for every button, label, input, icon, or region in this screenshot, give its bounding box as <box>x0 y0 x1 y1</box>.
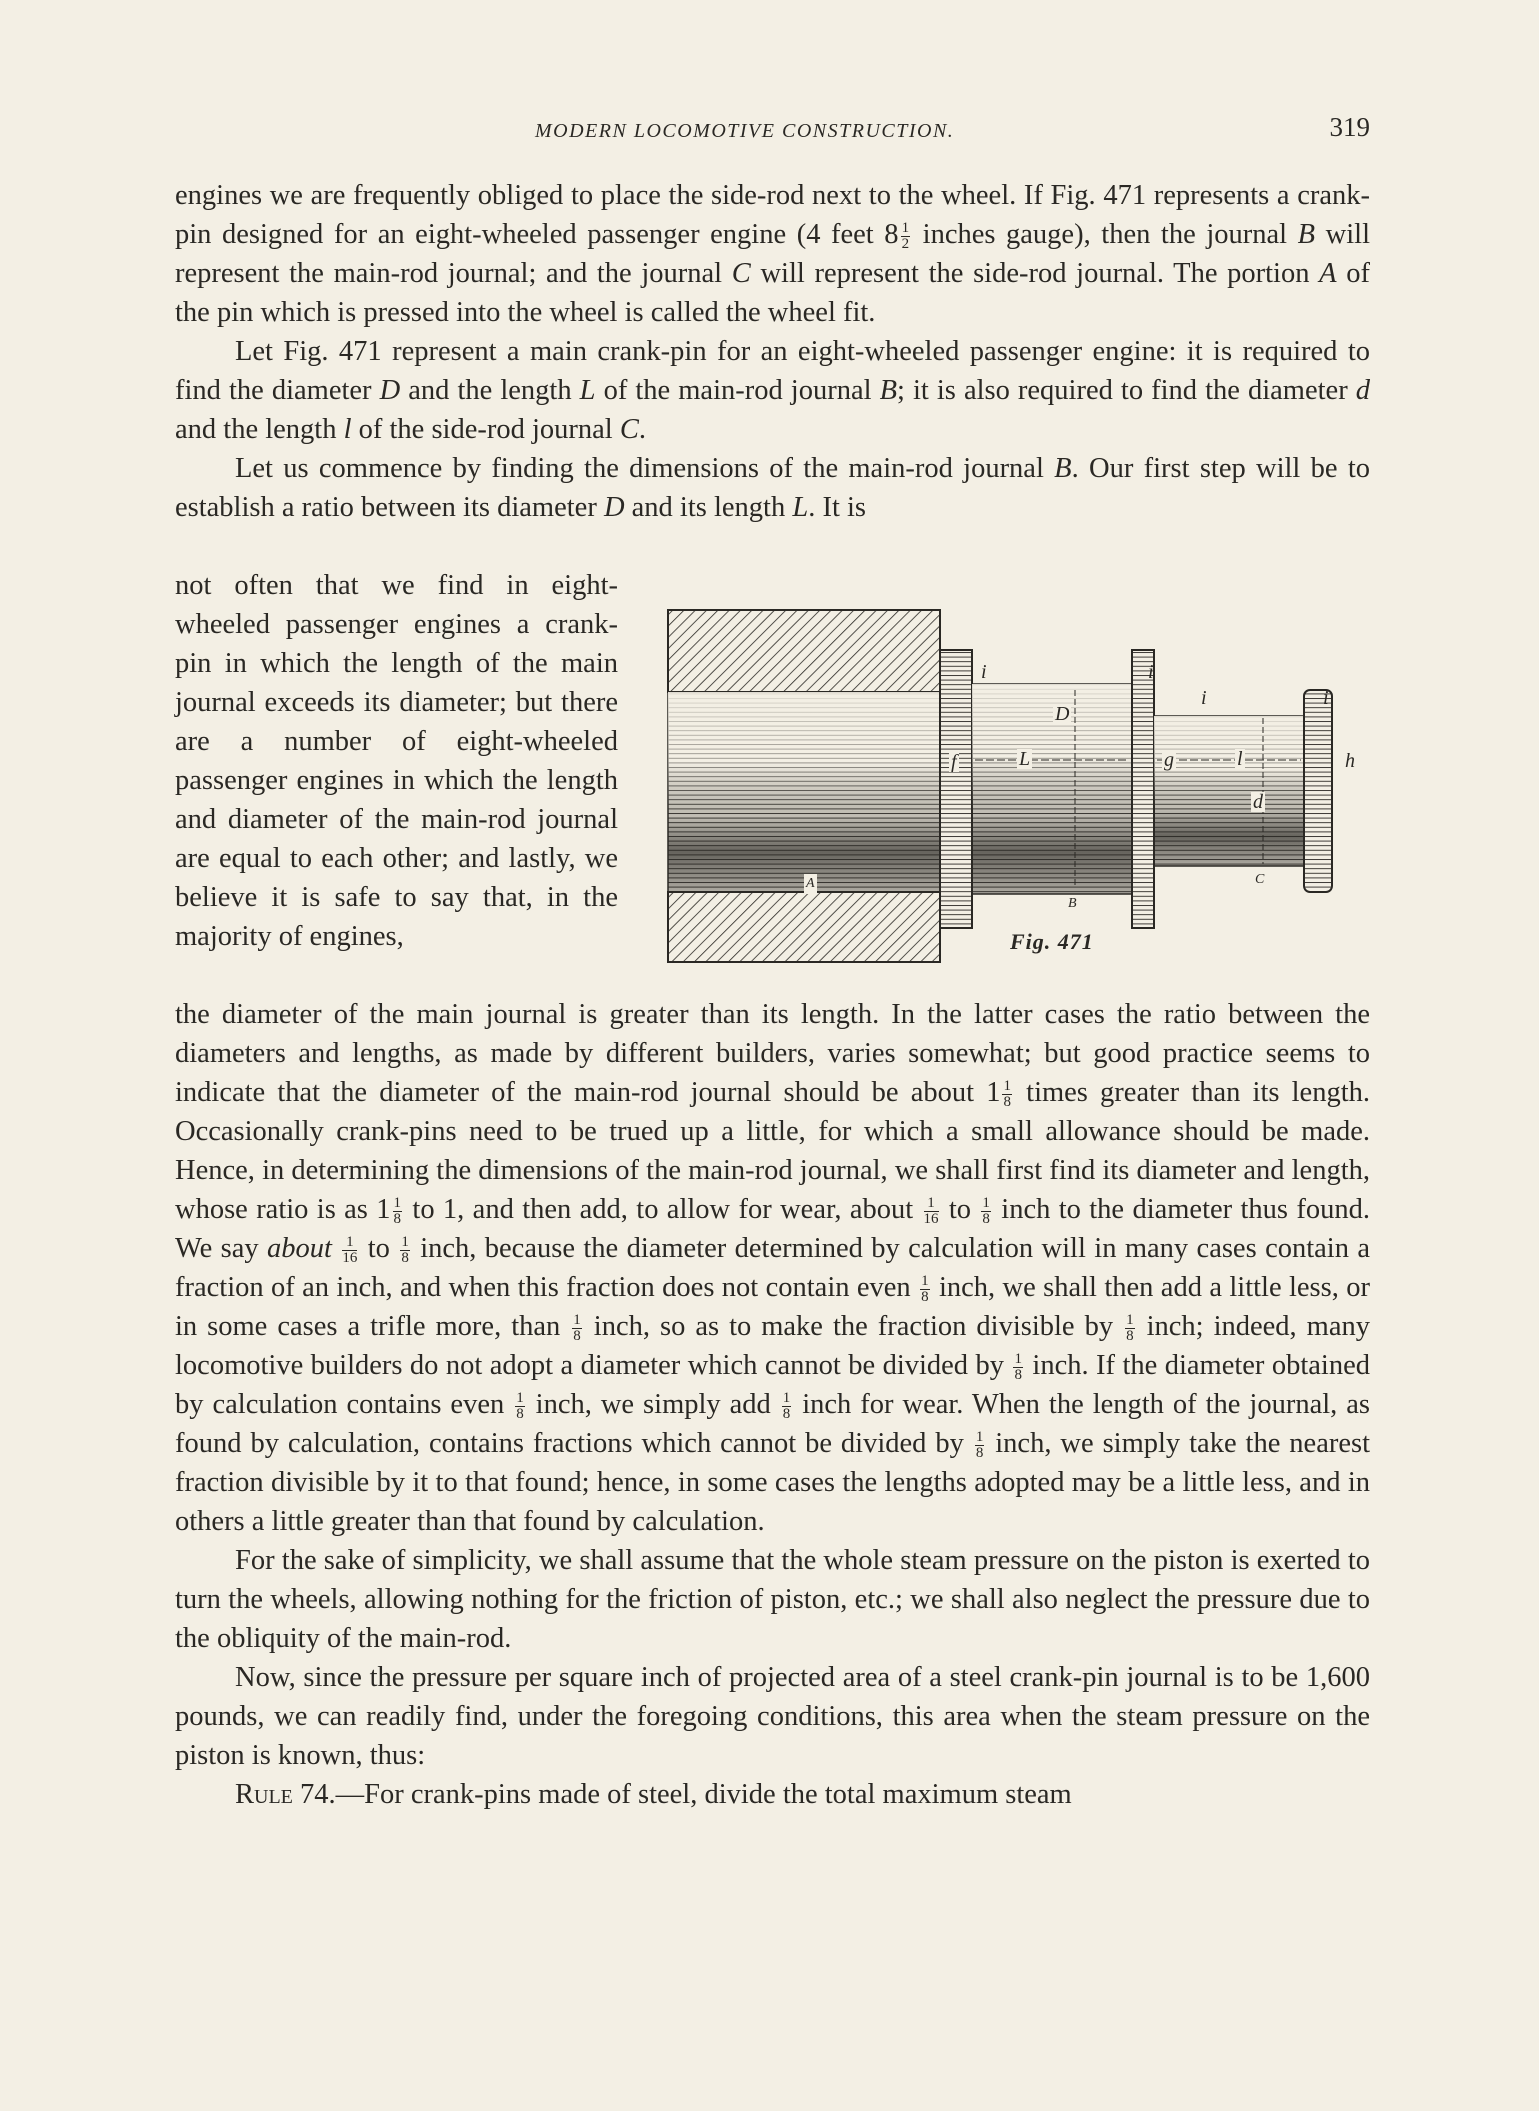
fraction: $\frac{1}{8}$ <box>516 1389 524 1422</box>
paragraph-3-start: Let us commence by finding the dimensions of the main-rod journal B. Our first step will be to establish a ratio between its diameter D and its length L. It is <box>175 453 1370 523</box>
fraction: $\frac{1}{16}$ <box>342 1233 358 1266</box>
label-g: g <box>1164 749 1174 771</box>
fraction: $\frac{1}{8}$ <box>1014 1350 1022 1383</box>
end-collar-h <box>1304 687 1332 892</box>
paragraph-3-narrow: not often that we find in eight-wheeled passenger engines a crank-pin in which the length of the main journal exceeds its diameter; but there are a number of eight-wheeled passenger engines in which the length and diameter of the main-rod journal are equal to each other; and lastly, we believe it is safe to say that, in the majority of engines, <box>175 570 618 952</box>
label-d: d <box>1253 791 1263 813</box>
label-D: D <box>1055 703 1070 725</box>
paragraph-2: Let Fig. 471 represent a main crank-pin for an eight-wheeled passenger engine: it is required to find the diameter D and the length L of the main-rod journal B; it is also required to find the diameter d and the length l of the side-rod journal C. <box>175 336 1370 445</box>
journal-B-shade <box>972 684 1132 894</box>
fraction: $\frac{1}{8}$ <box>573 1311 581 1344</box>
label-C: C <box>1255 872 1265 887</box>
journal-C-shade <box>1154 716 1304 866</box>
paragraph-5: Now, since the pressure per square inch of projected area of a steel crank-pin journal is to be 1,600 pounds, we can readily find, under the foregoing conditions, this area when the steam pressure on the piston is known, thus: <box>175 1662 1370 1771</box>
collar-f <box>940 650 972 928</box>
label-i: i <box>1201 687 1207 709</box>
label-A: A <box>804 874 817 894</box>
fraction: $\frac{1}{8}$ <box>975 1428 984 1461</box>
fraction: $\frac{1}{16}$ <box>923 1194 939 1227</box>
fraction: $\frac{1}{8}$ <box>393 1194 402 1227</box>
label-i: i <box>981 661 987 683</box>
fraction: $\frac{1}{8}$ <box>401 1233 409 1266</box>
rule-label: Rule <box>235 1779 293 1810</box>
label-f: f <box>951 751 957 773</box>
fraction: $\frac{1}{8}$ <box>782 1389 791 1422</box>
fraction: $\frac{1}{8}$ <box>921 1272 929 1305</box>
paragraph-3-end: the diameter of the main journal is greater than its length. In the latter cases the ratio between the diameters and lengths, as made by different builders, varies somewhat; but good practice seems to indicate that the diameter of the main-rod journal should be about 1 $\frac{1}{8}$ times greater than its length. Occasionally crank-pins need to be trued up a little, for which a small allowance should be made. Hence, in determining the dimensions of the main-rod journal, we shall first find its diameter and length, whose ratio is as 1 $\frac{1}{8}$ to 1, and then add, to allow for wear, about $\frac{1}{16}$ to $\frac{1}{8}$ inch to the diameter thus found. We say about $\frac{1}{16}$ to $\frac{1}{8}$ inch, because the diameter determined by calculation will in many cases contain a fraction of an inch, and when this fraction does not contain even $\frac{1}{8}$ inch, we shall then add a little less, or in some cases a trifle more, than $\frac{1}{8}$ inch, so as to make the fraction divisible by $\frac{1}{8}$ inch; indeed, many locomotive builders do not adopt a diameter which cannot be divided by $\frac{1}{8}$ inch. If the diameter obtained by calculation contains even $\frac{1}{8}$ inch, we simply add $\frac{1}{8}$ inch for wear. When the length of the journal, as found by calculation, contains fractions which cannot be divided by $\frac{1}{8}$ inch, we simply take the nearest fraction divisible by it to that found; hence, in some cases the lengths adopted may be a little less, and in others a little greater than that found by calculation. <box>175 999 1371 1537</box>
text-block-bottom <box>175 995 1370 1814</box>
crank-pin-drawing <box>665 606 1371 966</box>
label-i: i <box>1323 687 1329 709</box>
label-l: l <box>1237 748 1243 770</box>
paragraph-4: For the sake of simplicity, we shall assume that the whole steam pressure on the piston is exerted to turn the wheels, allowing nothing for the friction of piston, etc.; we shall also neglect the pressure due to the obliquity of the main-rod. <box>175 1545 1370 1654</box>
label-h: h <box>1345 750 1355 772</box>
collar-g <box>1132 650 1154 928</box>
fraction: $\frac{1}{8}$ <box>1126 1311 1134 1344</box>
page-header <box>175 112 1370 158</box>
wheel-fit-shade <box>668 692 940 892</box>
figure-471 <box>665 606 1371 966</box>
label-L: L <box>1019 748 1031 770</box>
running-title: MODERN LOCOMOTIVE CONSTRUCTION. <box>535 120 955 142</box>
text-block-top <box>175 176 1370 527</box>
wheel-section-top <box>668 610 940 692</box>
text-beside-figure <box>175 566 618 956</box>
wheel-section-bottom <box>668 892 940 962</box>
paragraph-1: engines we are frequently obliged to place the side-rod next to the wheel. If Fig. 471 represents a crank-pin designed for an eight-wheeled passenger engine (4 feet 8 $\frac{1}{2}$ inches gauge), then the journal B will represent the main-rod journal; and the journal C will represent the side-rod journal. The portion A of the pin which is pressed into the wheel is called the wheel fit. <box>175 180 1370 328</box>
fraction: $\frac{1}{2}$ <box>901 219 910 252</box>
label-i: i <box>1148 661 1154 683</box>
paragraph-6: Rule 74.—For crank-pins made of steel, divide the total maximum steam <box>235 1779 1072 1810</box>
fraction: $\frac{1}{8}$ <box>982 1194 990 1227</box>
label-B: B <box>1068 896 1077 911</box>
fraction: $\frac{1}{8}$ <box>1003 1077 1011 1110</box>
page-number: 319 <box>1329 112 1370 142</box>
figure-caption: Fig. 471 <box>1010 929 1094 954</box>
